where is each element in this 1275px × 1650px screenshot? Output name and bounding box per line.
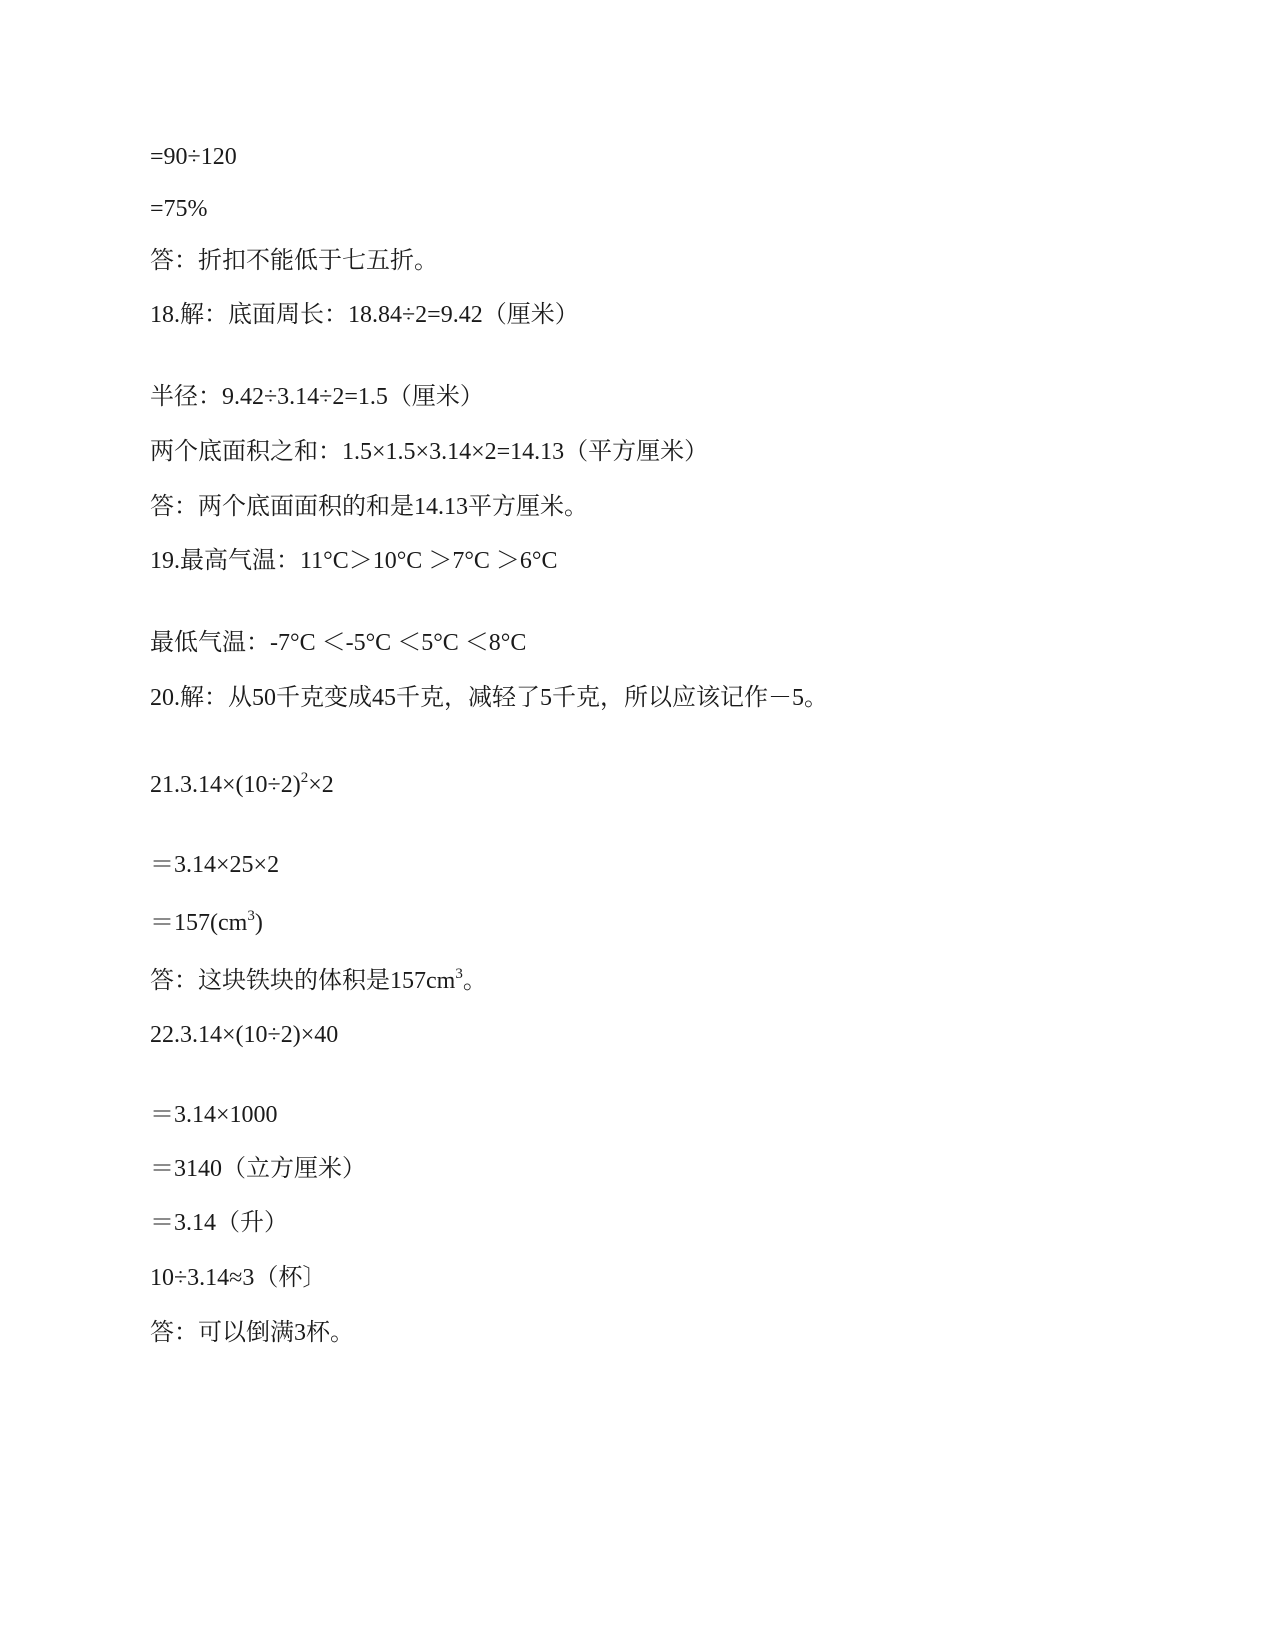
superscript: 3 [247, 908, 255, 924]
answer-line [150, 966, 487, 996]
text-line: 最低气温：-7°C ＜-5°C ＜5°C ＜8°C [150, 630, 527, 656]
text-line: 答：两个底面面积的和是14.13平方厘米。 [150, 494, 588, 520]
text-line: ＝3140（立方厘米） [150, 1156, 366, 1182]
superscript: 2 [300, 770, 309, 786]
formula-line [150, 908, 263, 938]
text-line: ＝3.14（升） [150, 1210, 288, 1236]
text-line: 19.最高气温：11°C＞10°C ＞7°C ＞6°C [150, 548, 558, 574]
text-line: 答：可以倒满3杯。 [150, 1320, 354, 1346]
text-line: 半径：9.42÷3.14÷2=1.5（厘米） [150, 384, 484, 410]
formula-text: 21.3.14×(10÷2) [150, 772, 301, 798]
text-line: ＝3.14×25×2 [150, 852, 280, 878]
superscript: 3 [455, 966, 463, 982]
text-line: ＝3.14×1000 [150, 1102, 278, 1128]
text-line: =75% [150, 196, 208, 222]
answer-text: 。 [462, 968, 487, 994]
text-line: 18.解：底面周长：18.84÷2=9.42（厘米） [150, 302, 579, 328]
text-line: 22.3.14×(10÷2)×40 [150, 1022, 339, 1048]
answer-text: 答：这块铁块的体积是157cm [150, 968, 456, 994]
formula-text: ×2 [308, 772, 334, 798]
text-line: 20.解：从50千克变成45千克，减轻了5千克，所以应该记作－5。 [150, 685, 828, 711]
text-line: 两个底面积之和：1.5×1.5×3.14×2=14.13（平方厘米） [150, 439, 709, 465]
formula-text: ＝157(cm [150, 910, 248, 936]
text-line: 答：折扣不能低于七五折。 [150, 248, 438, 274]
formula-text: ) [254, 910, 263, 936]
text-line: =90÷120 [150, 144, 237, 170]
formula-line [150, 770, 334, 800]
text-line: 10÷3.14≈3（杯〕 [150, 1265, 327, 1291]
